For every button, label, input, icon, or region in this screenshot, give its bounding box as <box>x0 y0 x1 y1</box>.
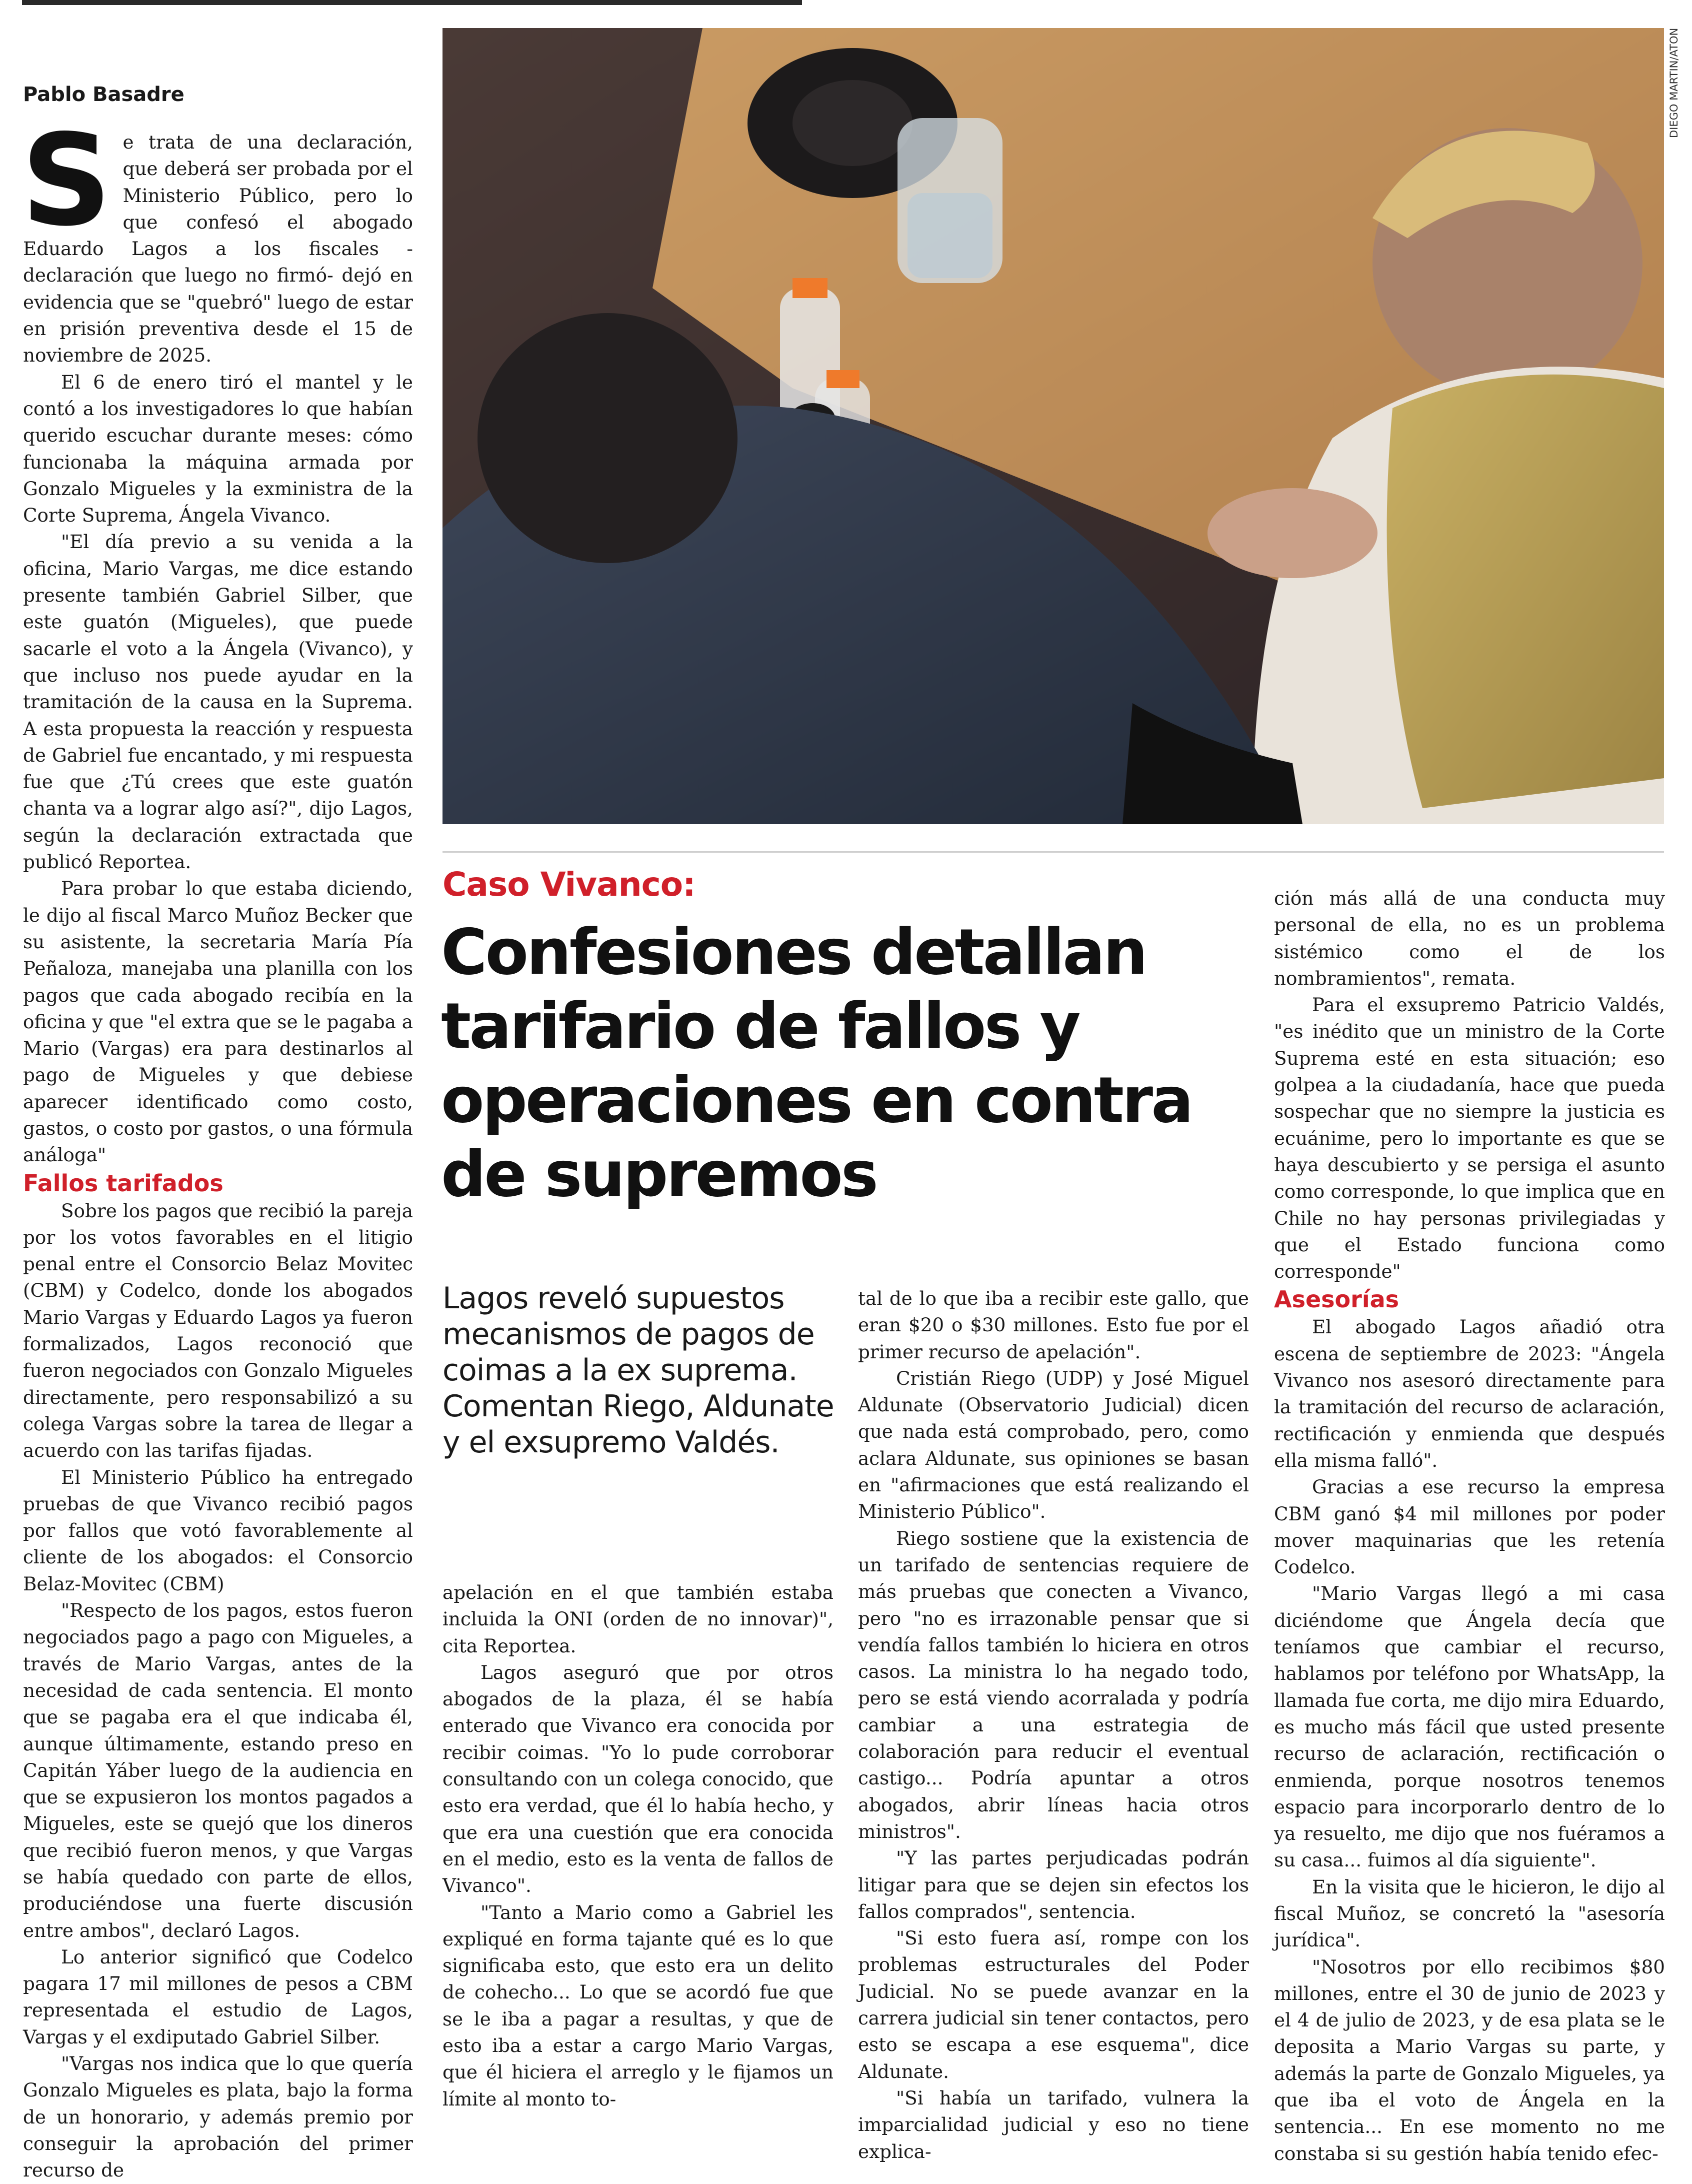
paragraph: "Respecto de los pagos, estos fueron negociados pago a pago con Migueles, a través de Mario Vargas, antes de la necesidad de cada sentencia. El monto que se pagaba era el que indicaba él, aunque últimamente, estando preso en Capitán Yáber luego de la audiencia en que se expusieron los montos pagados a Migueles, este se quejó que los dineros que recibió fueron menos, y que Vargas se había quedado con parte de ellos, produciéndose una fuerte discusión entre ambos", declaró Lagos. <box>23 1599 413 1941</box>
column-3 <box>858 1285 1249 2165</box>
paragraph: "Si esto fuera así, rompe con los problemas estructurales del Poder Judicial. No se puede avanzar en la carrera judicial sin tener contactos, pero esto se escapa a ese esquema", dice Aldunate. <box>858 1927 1249 2082</box>
drop-cap: S <box>21 108 112 254</box>
paragraph: Sobre los pagos que recibió la pareja por los votos favorables en el litigio penal entre el Consorcio Belaz Movitec (CBM) y Codelco, donde los abogados Mario Vargas y Eduardo Lagos ya fueron formalizados, Lagos reconoció que fueron negociados con Gonzalo Migueles directamente, pero responsabilizó a su colega Vargas sobre la tarea de llegar a acuerdo con las tarifas fijadas. <box>23 1199 413 1462</box>
deck: Lagos reveló supuestos mecanismos de pagos de coimas a la ex suprema. Comentan Riego, Aldunate y el exsupremo Valdés. <box>442 1281 834 1460</box>
paragraph: Lagos aseguró que por otros abogados de la plaza, él se había enterado que Vivanco era conocida por recibir coimas. "Yo lo pude corroborar consultando con un colega conocido, que esto era verdad, que él lo había hecho, y que era una cuestión que era conocida en el medio, esto es la venta de fallos de Vivanco". <box>442 1661 834 1897</box>
paragraph: "Nosotros por ello recibimos $80 millones, entre el 30 de junio de 2023 y el 4 de julio de 2023, y de esa plata se le deposita a Mario Vargas su parte, y además la parte de Gonzalo Migueles, ya que iba el voto de Ángela en la sentencia... En ese momento no me constaba si su gestión había tenido efec- <box>1274 1955 1665 2164</box>
column-4 <box>1274 885 1665 2167</box>
subhead-asesorias: Asesorías <box>1274 1286 1400 1313</box>
photo-credit: DIEGO MARTIN/ATON <box>1668 28 1680 139</box>
kicker: Caso Vivanco: <box>442 865 696 904</box>
byline: Pablo Basadre <box>23 83 184 106</box>
column-2 <box>442 1579 834 2112</box>
headline: Confesiones detallan tarifario de fallos y operaciones en contra de supremos <box>441 915 1192 1211</box>
paragraph: apelación en el que también estaba incluida la ONI (orden de no innovar)", cita Reportea. <box>442 1581 834 1657</box>
top-rule <box>22 0 802 5</box>
paragraph: El Ministerio Público ha entregado pruebas de que Vivanco recibió pagos por fallos que votó favorablemente al cliente de los abogados: el Consorcio Belaz-Movitec (CBM) <box>23 1466 413 1595</box>
section-divider <box>442 851 1664 853</box>
paragraph: Riego sostiene que la existencia de un tarifado de sentencias requiere de más pruebas que conecten a Vivanco, pero "no es irrazonable pensar que si vendía fallos también lo hiciera en otros casos. La ministra lo ha negado todo, pero se está viendo acorralada y podría cambiar a una estrategia de colaboración para reducir el eventual castigo... Podría apuntar a otros abogados, abrir líneas hacia otros ministros". <box>858 1527 1249 1842</box>
lead-paragraph: Se trata de una declaración, que deberá ser probada por el Ministerio Público, pero lo que confesó el abogado Eduardo Lagos a los fiscales -declaración que luego no firmó- dejó en evidencia que se "quebró" luego de estar en prisión preventiva desde el 15 de noviembre de 2025. <box>21 108 413 367</box>
paragraph: El 6 de enero tiró el mantel y le contó a los investigadores lo que habían querido escuchar durante meses: cómo funcionaba la máquina armada por Gonzalo Migueles y la exministra de la Corte Suprema, Ángela Vivanco. <box>23 371 413 527</box>
column-1 <box>21 108 413 2184</box>
article-photo <box>442 28 1664 824</box>
paragraph: Para probar lo que estaba diciendo, le dijo al fiscal Marco Muñoz Becker que su asistente, la secretaria María Pía Peñaloza, manejaba una planilla con los pagos que cada abogado recibía en la oficina y que "el extra que se le pagaba a Mario (Vargas) era para destinarlos al pago de Migueles y que debiese aparecer identificado como costo, gastos, o costo por gastos, o una fórmula análoga" <box>23 877 413 1166</box>
paragraph: ción más allá de una conducta muy personal de ella, no es un problema sistémico como el de los nombramientos", remata. <box>1274 887 1665 989</box>
paragraph: Gracias a ese recurso la empresa CBM ganó $4 mil millones por poder mover maquinarias que les retenía Codelco. <box>1274 1476 1665 1578</box>
paragraph: Cristián Riego (UDP) y José Miguel Aldunate (Observatorio Judicial) dicen que nada está comprobado, pero, como aclara Aldunate, sus opiniones se basan en "afirmaciones que está realizando el Ministerio Público". <box>858 1367 1249 1523</box>
paragraph: En la visita que le hicieron, le dijo al fiscal Muñoz, se concretó la "asesoría jurídica". <box>1274 1875 1665 1951</box>
paragraph: tal de lo que iba a recibir este gallo, que eran $20 o $30 millones. Esto fue por el primer recurso de apelación". <box>858 1287 1249 1363</box>
subhead-fallos-tarifados: Fallos tarifados <box>23 1169 224 1197</box>
paragraph: Para el exsupremo Patricio Valdés, "es inédito que un ministro de la Corte Suprema esté en esta situación; eso golpea a la ciudadanía, hace que pueda sospechar que no siempre la justicia es ecuánime, pero lo importante es que se haya descubierto y se persiga el asunto como corresponde, lo que implica que en Chile no hay personas privilegiadas y que el Estado funciona como corresponde" <box>1274 994 1665 1283</box>
paragraph: "El día previo a su venida a la oficina, Mario Vargas, me dice estando presente también Gabriel Silber, que este guatón (Migueles), que puede sacarle el voto a la Ángela (Vivanco), y que incluso nos puede ayudar en la tramitación de la causa en la Suprema. A esta propuesta la reacción y respuesta de Gabriel fue encantado, y mi respuesta fue que ¿Tú crees que este guatón chanta va a lograr algo así?", dijo Lagos, según la declaración extractada que publicó Reportea. <box>23 531 413 873</box>
paragraph: Lo anterior significó que Codelco pagara 17 mil millones de pesos a CBM representada el estudio de Lagos, Vargas y el exdiputado Gabriel Silber. <box>23 1945 413 2048</box>
paragraph: "Y las partes perjudicadas podrán litigar para que se dejen sin efectos los fallos comprados", sentencia. <box>858 1847 1249 1922</box>
paragraph: "Vargas nos indica que lo que quería Gonzalo Migueles es plata, bajo la forma de un honorario, y además premio por conseguir la aprobación del primer recurso de <box>23 2052 413 2181</box>
paragraph: "Tanto a Mario como a Gabriel les expliqué en forma tajante qué es lo que significaba esto, que esto era un delito de cohecho... Lo que se acordó fue que se le iba a pagar a resultas, y que de esto iba a estar a cargo Mario Vargas, que él hiciera el arreglo y le fijamos un límite al monto to- <box>442 1901 834 2110</box>
paragraph: "Si había un tarifado, vulnera la imparcialidad judicial y eso no tiene explica- <box>858 2086 1249 2162</box>
paragraph: "Mario Vargas llegó a mi casa diciéndome que Ángela decía que teníamos que cambiar el recurso, hablamos por teléfono por WhatsApp, la llamada fue corta, me dijo mira Eduardo, es mucho más fácil que usted presente recurso de aclaración, rectificación o enmienda, porque nosotros tenemos espacio para incorporarlo dentro de lo ya resuelto, me dijo que nos fuéramos a su casa... fuimos al día siguiente". <box>1274 1582 1665 1871</box>
paragraph: El abogado Lagos añadió otra escena de septiembre de 2023: "Ángela Vivanco nos asesoró directamente para la tramitación del recurso de aclaración, rectificación y enmienda que después ella misma falló". <box>1274 1316 1665 1471</box>
